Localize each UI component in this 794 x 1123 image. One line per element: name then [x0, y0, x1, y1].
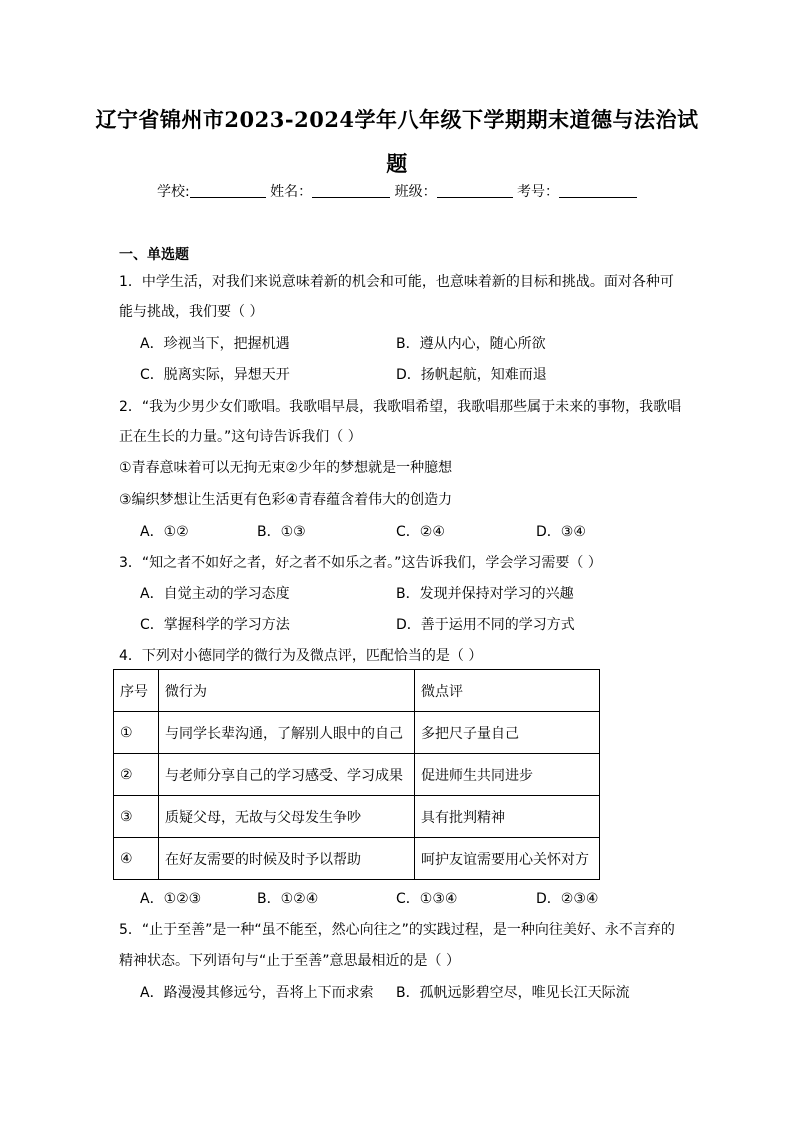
- q2-option-c[interactable]: C．②④: [396, 524, 445, 540]
- table-row: [114, 796, 600, 838]
- class-label: 班级：: [394, 184, 437, 200]
- table-row: [114, 754, 600, 796]
- q2-option-a[interactable]: A．①②: [140, 524, 189, 540]
- table-row: [114, 712, 600, 754]
- q1-option-d[interactable]: D．扬帆起航，知难而退: [396, 367, 547, 383]
- table-row: [114, 838, 600, 880]
- name-label: 姓名：: [270, 184, 313, 200]
- table-cell: 质疑父母，无故与父母发生争吵: [159, 796, 415, 838]
- q4-option-d[interactable]: D．②③④: [536, 891, 599, 907]
- q3-option-c[interactable]: C．掌握科学的学习方法: [140, 617, 290, 633]
- school-field[interactable]: [190, 183, 266, 198]
- table-cell: 与同学长辈沟通，了解别人眼中的自己: [159, 712, 415, 754]
- class-field[interactable]: [437, 183, 513, 198]
- name-field[interactable]: [312, 183, 390, 198]
- question-5-stem-cont: 精神状态。下列语句与“止于至善”意思最相近的是（ ）: [119, 953, 460, 969]
- table-cell: 与老师分享自己的学习感受、学习成果: [159, 754, 415, 796]
- table-header-cell: 微行为: [159, 670, 415, 712]
- q4-option-b[interactable]: B．①②④: [257, 891, 319, 907]
- question-1-stem-cont: 能与挑战，我们要（ ）: [119, 304, 264, 320]
- table-header-cell: 微点评: [415, 670, 600, 712]
- q1-option-b[interactable]: B．遵从内心，随心所欲: [396, 336, 546, 352]
- question-1-stem: 1．中学生活，对我们来说意味着新的机会和可能，也意味着新的目标和挑战。面对各种可: [119, 274, 674, 290]
- table-cell: 具有批判精神: [415, 796, 600, 838]
- page-title-continued: 题: [386, 151, 408, 176]
- table-cell: 促进师生共同进步: [415, 754, 600, 796]
- exam-number-label: 考号：: [517, 184, 560, 200]
- section-heading: 一、单选题: [119, 247, 189, 263]
- table-header-row: [114, 670, 600, 712]
- q2-option-d[interactable]: D．③④: [536, 524, 586, 540]
- table-cell: ③: [114, 796, 159, 838]
- behavior-table: [113, 669, 600, 880]
- q2-statements-2: ③编织梦想让生活更有色彩④青春蕴含着伟大的创造力: [119, 492, 453, 508]
- q3-option-d[interactable]: D．善于运用不同的学习方式: [396, 617, 575, 633]
- question-4-stem: 4．下列对小德同学的微行为及微点评，匹配恰当的是（ ）: [119, 648, 483, 664]
- q4-option-c[interactable]: C．①③④: [396, 891, 458, 907]
- q1-option-c[interactable]: C．脱离实际，异想天开: [140, 367, 290, 383]
- table-cell: ④: [114, 838, 159, 880]
- question-2-stem: 2．“我为少男少女们歌唱。我歌唱早晨，我歌唱希望，我歌唱那些属于未来的事物，我歌唱: [119, 399, 682, 415]
- exam-number-field[interactable]: [559, 183, 637, 198]
- table-cell: 在好友需要的时候及时予以帮助: [159, 838, 415, 880]
- student-info-row: [0, 181, 794, 201]
- q3-option-b[interactable]: B．发现并保持对学习的兴趣: [396, 586, 574, 602]
- table-cell: 呵护友谊需要用心关怀对方: [415, 838, 600, 880]
- table-header-cell: 序号: [114, 670, 159, 712]
- q1-option-a[interactable]: A．珍视当下，把握机遇: [140, 336, 290, 352]
- question-3-stem: 3．“知之者不如好之者，好之者不如乐之者。”这告诉我们，学会学习需要（ ）: [119, 555, 602, 571]
- q2-option-b[interactable]: B．①③: [257, 524, 306, 540]
- page-title: 辽宁省锦州市2023-2024学年八年级下学期期末道德与法治试: [95, 107, 699, 132]
- q5-option-a[interactable]: A．路漫漫其修远兮，吾将上下而求索: [140, 985, 374, 1001]
- question-2-stem-cont: 正在生长的力量。”这句诗告诉我们（ ）: [119, 429, 362, 445]
- table-cell: ①: [114, 712, 159, 754]
- school-label: 学校:: [156, 184, 190, 200]
- q3-option-a[interactable]: A．自觉主动的学习态度: [140, 586, 290, 602]
- table-cell: 多把尺子量自己: [415, 712, 600, 754]
- q2-statements-1: ①青春意味着可以无拘无束②少年的梦想就是一种臆想: [119, 460, 453, 476]
- table-cell: ②: [114, 754, 159, 796]
- q4-option-a[interactable]: A．①②③: [140, 891, 202, 907]
- q5-option-b[interactable]: B．孤帆远影碧空尽，唯见长江天际流: [396, 985, 630, 1001]
- question-5-stem: 5．“止于至善”是一种“虽不能至，然心向往之”的实践过程，是一种向往美好、永不言弃的: [119, 922, 675, 938]
